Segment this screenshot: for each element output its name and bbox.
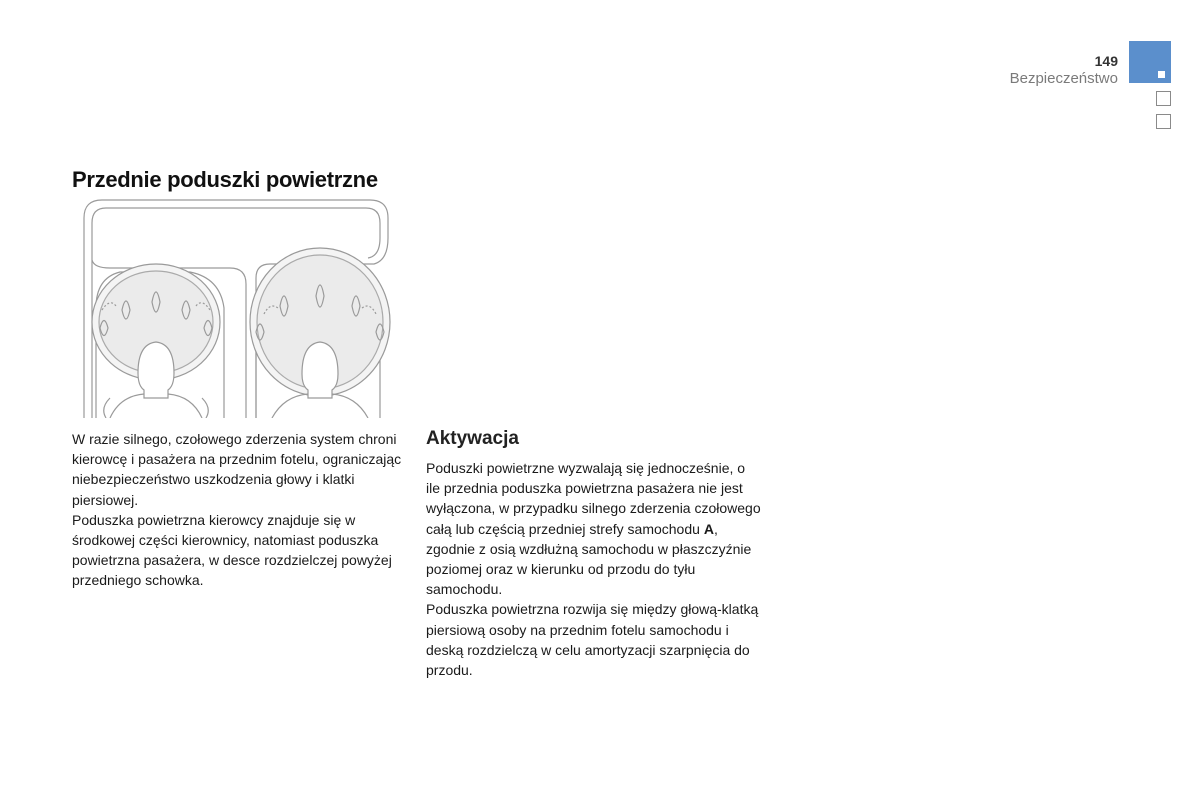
chapter-square[interactable] <box>1156 91 1171 106</box>
activation-paragraph <box>426 458 761 599</box>
activation-heading: Aktywacja <box>426 428 519 449</box>
chapter-marker-icon <box>1158 71 1165 78</box>
chapter-square[interactable] <box>1156 114 1171 129</box>
section-name: Bezpieczeństwo <box>1009 70 1118 87</box>
location-paragraph: Poduszka powietrzna kierowcy znajduje się w środkowej części kierownicy, natomiast poduszka powietrzna pasażera, w desce rozdzielczej powyżej przedniego schowka. <box>72 511 392 589</box>
activation-text-start: Poduszki powietrzne wyzwalają się jednocześnie, o ile przednia poduszka powietrzna pasażera nie jest wyłączona, w przypadku silnego zderzenia czołowego całą lub częścią przedniej strefy samochodu <box>426 460 761 537</box>
activation-text <box>426 458 761 680</box>
zone-label: A <box>703 520 714 537</box>
intro-paragraph: W razie silnego, czołowego zderzenia system chroni kierowcę i pasażera na przednim fotelu, ograniczając niebezpieczeństwo uszkodzenia głowy i klatki piersiowej. <box>72 431 402 508</box>
deployment-paragraph: Poduszka powietrzna rozwija się między głową-klatką piersiową osoby na przednim fotelu samochodu i deską rozdzielczą w celu amortyzacji szarpnięcia do przodu. <box>426 601 759 679</box>
activation-text-end: , zgodnie z osią wzdłużną samochodu w płaszczyźnie poziomej oraz w kierunku od przodu do tyłu samochodu. <box>426 520 752 598</box>
airbag-diagram-icon <box>80 198 392 418</box>
intro-text <box>72 429 402 591</box>
page-title: Przednie poduszki powietrzne <box>72 167 378 192</box>
page-number: 149 <box>1094 53 1118 69</box>
active-chapter-square[interactable] <box>1129 41 1171 83</box>
